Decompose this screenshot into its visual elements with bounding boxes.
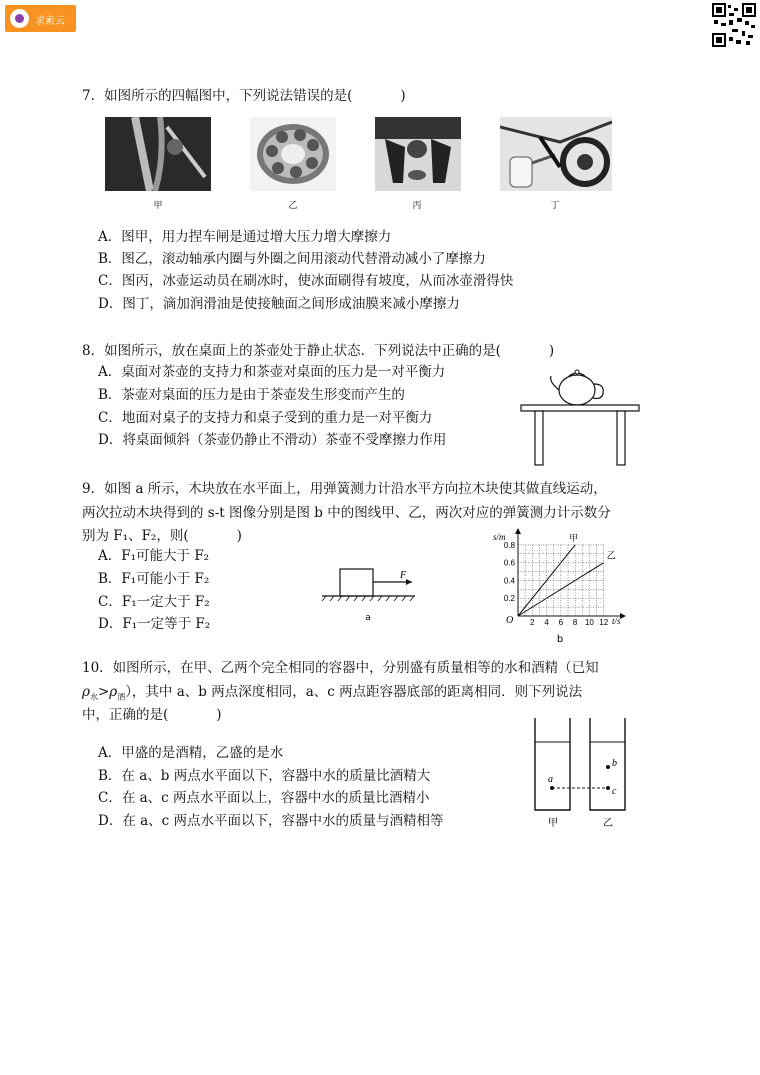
q10-option-d: D．在 a、c 两点水平面以下，容器中水的质量与酒精相等 [98,813,444,829]
logo-text: 求索云 [35,16,65,27]
x-axis-label: t/s [612,616,621,626]
q10-option-b: B．在 a、b 两点水平面以下，容器中水的质量比酒精大 [98,768,431,784]
container-yi [590,718,625,810]
point-a [550,786,554,790]
q7-photo-jia [105,117,211,191]
table-top [521,405,639,411]
y-tick-label: 0.4 [503,576,515,586]
x-tick-label: 4 [544,618,549,627]
y-axis-label: s/m [493,532,506,542]
y-tick-label: 0.6 [503,558,515,568]
q7-caption-jia: 甲 [153,201,163,211]
x-tick-label: 12 [599,618,609,627]
q9-option-a: A．F₁可能大于 F₂ [98,548,210,564]
arrow-head-icon [406,579,412,585]
curling-image [375,117,461,191]
x-axis-arrow-icon [620,613,626,619]
x-tick-label: 6 [558,618,564,627]
q7-caption-bing: 丙 [412,201,422,211]
wooden-block [340,569,373,596]
label-yi: 乙 [603,818,613,829]
q7-caption-ding: 丁 [550,201,560,211]
q7-option-a: A．图甲，用力捏车闸是通过增大压力增大摩擦力 [98,229,392,245]
table-leg-right [617,411,625,465]
q7-caption-yi: 乙 [288,201,298,211]
q9-line2: 两次拉动木块得到的 s-t 图像分别是图 b 中的图线甲、乙，两次对应的弹簧测力计示数分 [82,505,611,521]
q7-stem: 7．如图所示的四幅图中，下列说法错误的是( ) [82,88,406,104]
y-tick-label: 0.2 [503,594,515,604]
bicycle-brake-image [105,117,211,191]
qr-code-icon [712,3,756,47]
q8-option-c: C．地面对桌子的支持力和桌子受到的重力是一对平衡力 [98,410,433,426]
x-tick-label: 10 [584,618,594,627]
q7-option-b: B．图乙，滚动轴承内圈与外圈之间用滚动代替滑动减小了摩擦力 [98,251,486,267]
q7-photo-bing [375,117,461,191]
block-figure-a [320,562,420,624]
force-label: F [400,570,407,581]
x-tick-label: 8 [572,618,578,627]
q10-line2: $\rho_水>\rho_酒$），其中 a、b 两点深度相同，a、c 两点距容器底部的距离相同．则下列说法 [82,684,583,702]
table-leg-left [535,411,543,465]
teapot-on-table-figure [515,368,645,468]
q8-option-d: D．将桌面倾斜（茶壶仍静止不滑动）茶壶不受摩擦力作用 [98,432,447,448]
y-axis-arrow-icon [515,528,521,534]
ground-hatching [322,596,414,601]
q10-option-a: A．甲盛的是酒精，乙盛的是水 [98,745,284,761]
label-jia: 甲 [548,818,558,829]
q9-option-b: B．F₁可能小于 F₂ [98,571,210,587]
q8-option-b: B．茶壶对桌面的压力是由于茶壶发生形变而产生的 [98,387,405,403]
origin-label: O [506,615,514,626]
bearing-image [250,117,336,191]
label-b: b [612,758,617,769]
q8-stem: 8．如图所示，放在桌面上的茶壶处于静止状态．下列说法中正确的是( ) [82,343,555,359]
teapot-icon [551,370,604,405]
chart-grid [518,545,604,616]
q7-option-d: D．图丁，滴加润滑油是使接触面之间形成油膜来减小摩擦力 [98,296,460,312]
figure-b-caption: b [556,634,564,645]
y-tick-label: 0.8 [503,540,515,550]
q9-option-d: D．F₁一定等于 F₂ [98,616,211,632]
label-a: a [548,774,553,785]
q10-line3: 中，正确的是( ) [82,707,222,723]
logo-icon [10,9,29,28]
q7-photo-yi [250,117,336,191]
q9-line1: 9．如图 a 所示，木块放在水平面上，用弹簧测力计沿水平方向拉木块使其做直线运动， [82,481,607,497]
s-t-chart [488,528,628,646]
q7-option-c: C．图丙，冰壶运动员在刷冰时，使冰面刷得有坡度，从而冰壶滑得快 [98,273,514,289]
q9-line3: 别为 F₁、F₂，则( ) [82,528,242,544]
q7-photo-ding [500,117,612,191]
oiling-chain-image [500,117,612,191]
figure-a-caption: a [365,613,371,623]
label-c: c [612,786,617,797]
q8-option-a: A．桌面对茶壶的支持力和茶壶对桌面的压力是一对平衡力 [98,364,446,380]
containers-figure [528,718,638,830]
point-b [606,765,610,769]
x-tick-label: 2 [530,618,535,627]
q10-option-c: C．在 a、c 两点水平面以上，容器中水的质量比酒精小 [98,790,430,806]
chart-series [518,533,616,616]
point-c [606,786,610,790]
container-jia [535,718,570,810]
series-label: 甲 [569,533,579,544]
q10-line1: 10．如图所示，在甲、乙两个完全相同的容器中，分别盛有质量相等的水和酒精（已知 [82,660,599,676]
series-label: 乙 [606,551,616,562]
brand-logo [5,5,76,32]
q9-option-c: C．F₁一定大于 F₂ [98,594,210,610]
